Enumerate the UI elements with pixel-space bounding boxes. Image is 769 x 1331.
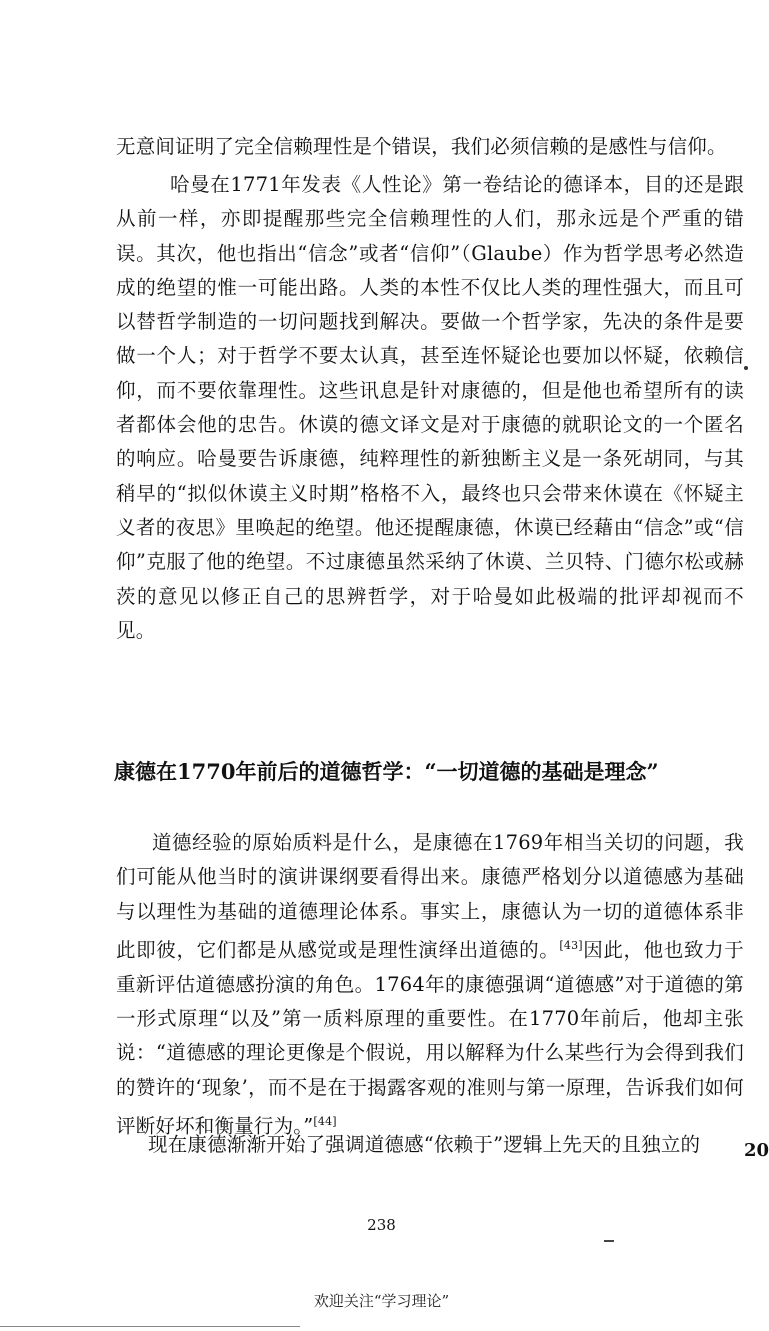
footnote-ref-44: [44]: [313, 1114, 337, 1128]
edge-number: 20: [744, 1140, 769, 1161]
margin-mark: [744, 366, 748, 370]
page-number: 238: [367, 1216, 396, 1234]
paragraph-4: 现在康德渐渐开始了强调道德感“依赖于”逻辑上先天的且独立的: [148, 1133, 701, 1156]
paragraph-2: 哈曼在1771年发表《人性论》第一卷结论的德译本，目的还是跟从前一样，亦即提醒那些完全信赖理性的人们，那永远是个严重的错误。其次，他也指出“信念”或者“信仰”（Glaube）作为哲学思考必然造成的绝望的惟一可能出路。人类的本性不仅比人类的理性强大，而且可以替哲学制造的一切问题找到解决。要做一个哲学家，先决的条件是要做一个人；对于哲学不要太认真，甚至连怀疑论也要加以怀疑，依赖信仰，而不要依靠理性。这些讯息是针对康德的，但是他也希望所有的读者都体会他的忠告。休谟的德文译文是对于康德的就职论文的一个匿名的响应。哈曼要告诉康德，纯粹理性的新独断主义是一条死胡同，与其稍早的“拟似休谟主义时期”格格不入，最终也只会带来休谟在《怀疑主义者的夜思》里唤起的绝望。他还提醒康德，休谟已经藉由“信念”或“信仰”克服了他的绝望。不过康德虽然采纳了休谟、兰贝特、门德尔松或赫茨的意见以修正自己的思辨哲学，对于哈曼如此极端的批评却视而不见。: [116, 173, 744, 642]
paragraph-1: 无意间证明了完全信赖理性是个错误，我们必须信赖的是感性与信仰。: [116, 135, 727, 158]
footnote-ref-43: [43]: [559, 938, 583, 952]
paragraph-3: [116, 826, 744, 1144]
footer-text: 欢迎关注“学习理论”: [313, 1292, 450, 1310]
bottom-rule: [0, 1326, 300, 1327]
section-heading: 康德在1770年前后的道德哲学：“一切道德的基础是理念”: [114, 759, 659, 784]
paragraph-3-text-a: 道德经验的原始质料是什么，是康德在1769年相当关切的问题，我们可能从他当时的演讲课纲要看得出来。康德严格划分以道德感为基础与以理性为基础的道德理论体系。事实上，康德认为一切的道德体系非此即彼，它们都是从感觉或是理性演绎出道德的。: [116, 831, 744, 962]
scan-mark: [604, 1240, 614, 1242]
paragraph-3-text-b: 因此，他也致力于重新评估道德感扮演的角色。1764年的康德强调“道德感”对于道德的第一形式原理“以及”第一质料原理的重要性。在1770年前后，他却主张说：“道德感的理论更像是个假说，用以解释为什么某些行为会得到我们的赞许的‘现象’，而不是在于揭露客观的准则与第一原理，告诉我们如何评断好坏和衡量行为。”: [116, 938, 744, 1138]
